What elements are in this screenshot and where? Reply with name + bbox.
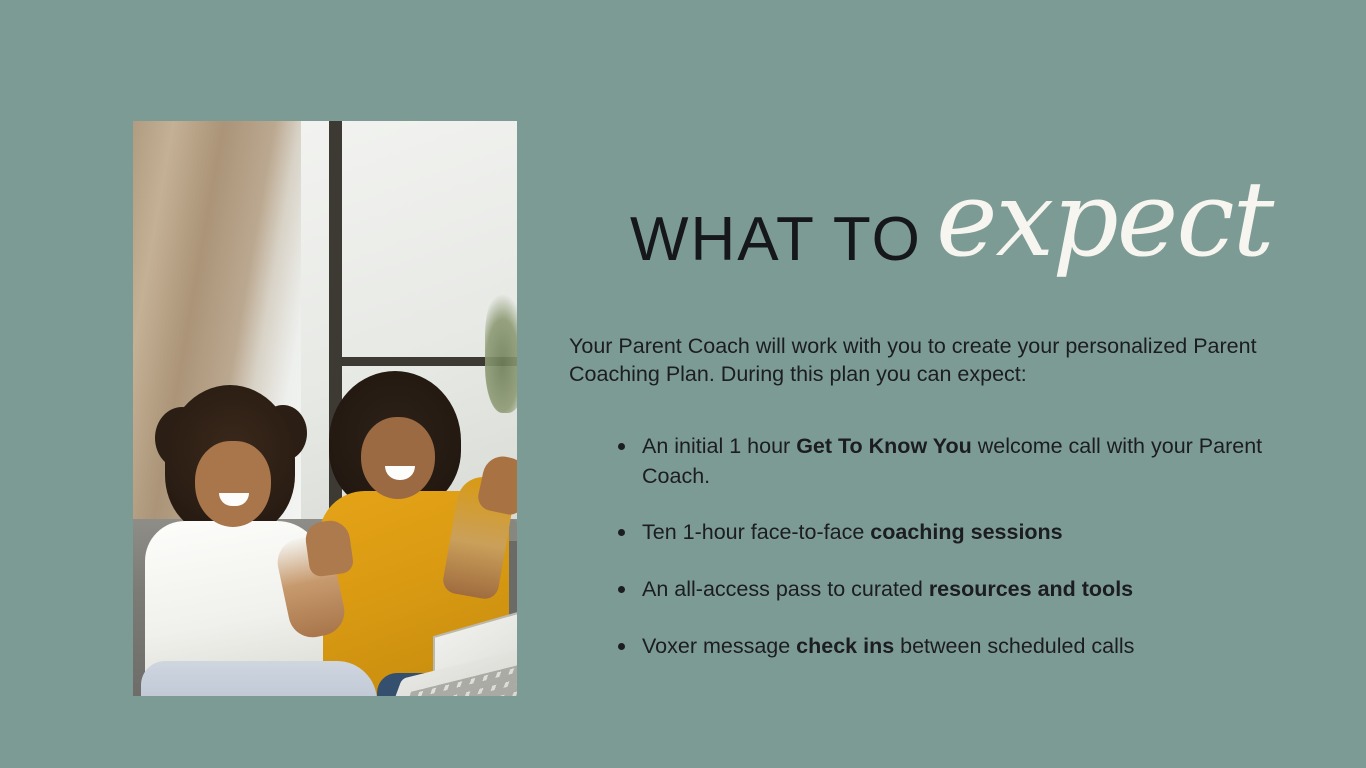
intro-paragraph: Your Parent Coach will work with you to create your personalized Parent Coaching Plan. During this plan you can expect:: [569, 334, 1257, 387]
photo-child-jeans: [141, 661, 377, 696]
list-item-text-before: Voxer message: [642, 633, 797, 658]
list-item-text-bold: coaching sessions: [870, 520, 1063, 545]
list-item: [600, 632, 1280, 662]
page-title-main: WHAT TO: [630, 205, 922, 274]
list-item-text-after: welcome call with your Parent Coach.: [642, 434, 1263, 488]
list-item-text-after: between scheduled calls: [894, 633, 1135, 658]
list-item-text-before: An all-access pass to curated: [642, 576, 929, 601]
list-item: [600, 432, 1280, 491]
list-item-text-bold: Get To Know You: [796, 434, 972, 458]
list-item: [600, 518, 1280, 548]
list-item-text-bold: check ins: [796, 633, 895, 658]
list-item-text-bold: resources and tools: [928, 576, 1134, 601]
photo-mother-face: [361, 417, 435, 499]
photo-frame: [133, 121, 517, 696]
list-item: [600, 575, 1280, 605]
photo-plant: [485, 293, 517, 413]
photo-video-call: [133, 121, 517, 696]
page-title-script: expect: [936, 158, 1273, 280]
expectations-list: [600, 432, 1280, 688]
page-title: [568, 158, 1308, 306]
list-item-text-before: An initial 1 hour: [642, 434, 797, 458]
photo-child-face: [195, 441, 271, 527]
list-item-text-before: Ten 1-hour face-to-face: [642, 520, 871, 545]
